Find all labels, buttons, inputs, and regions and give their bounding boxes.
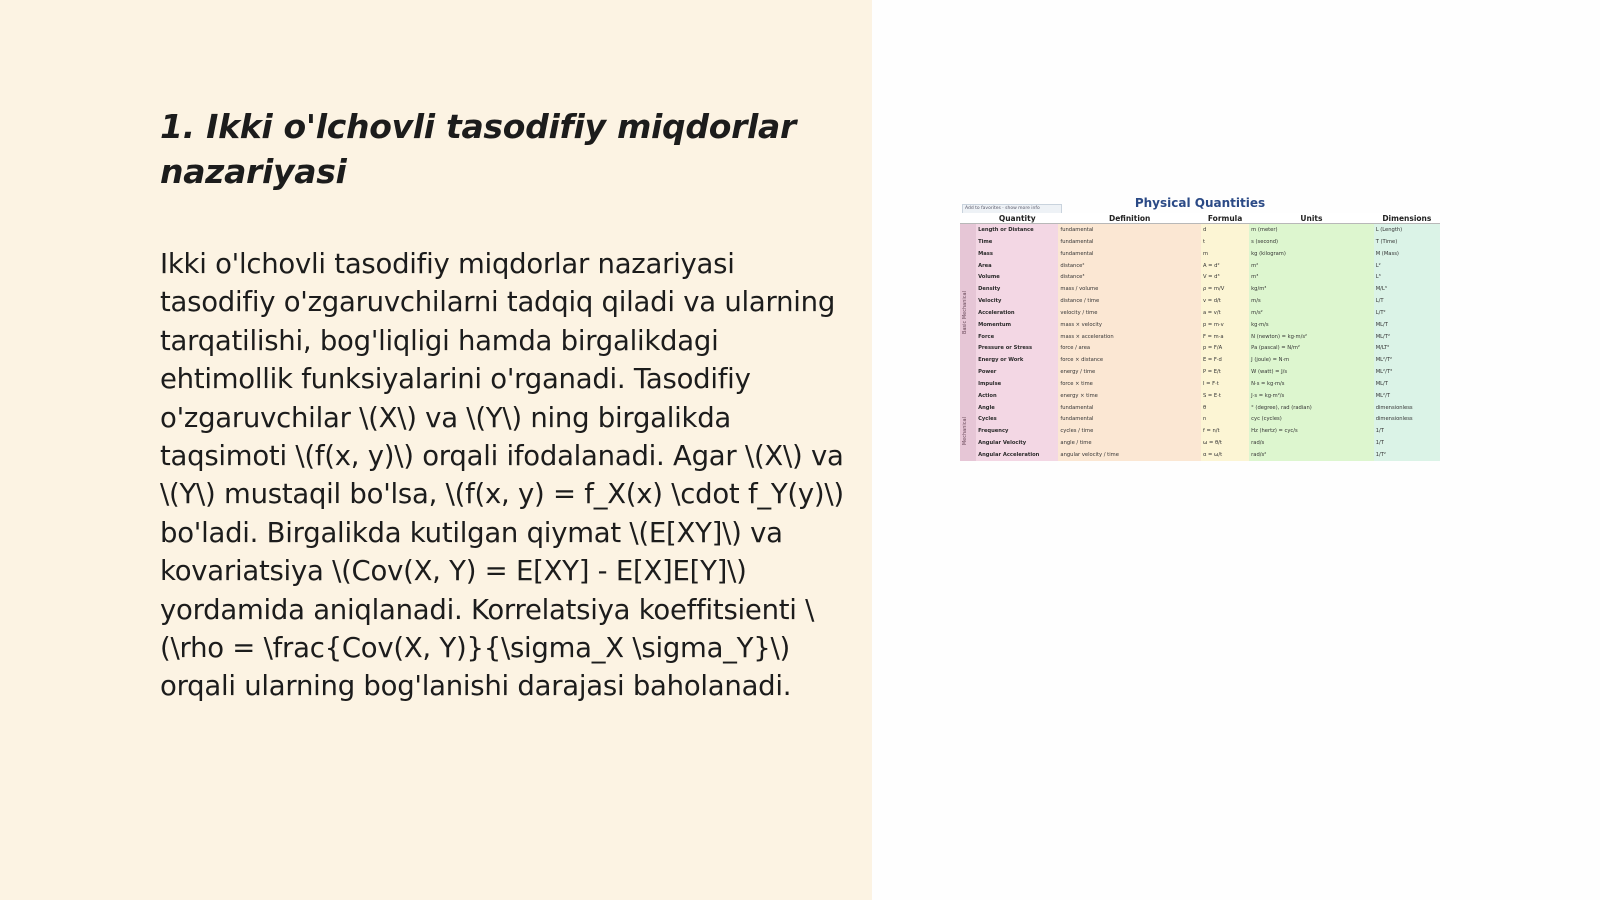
cell-units: m/s² — [1249, 307, 1374, 319]
cell-dimensions: T (Time) — [1374, 236, 1440, 248]
cell-quantity: Time — [976, 236, 1058, 248]
table-row — [960, 390, 1440, 402]
cell-units: m² — [1249, 260, 1374, 272]
table-group-cell — [960, 224, 976, 402]
physical-quantities-figure — [960, 196, 1440, 461]
cell-formula: E = F·d — [1201, 354, 1249, 366]
cell-dimensions: 1/T² — [1374, 449, 1440, 461]
cell-definition: fundamental — [1058, 224, 1201, 237]
cell-units: m³ — [1249, 271, 1374, 283]
cell-formula: f = n/t — [1201, 425, 1249, 437]
cell-units: s (second) — [1249, 236, 1374, 248]
table-header-group — [960, 213, 976, 224]
cell-dimensions: L/T² — [1374, 307, 1440, 319]
cell-definition: energy / time — [1058, 366, 1201, 378]
cell-formula: θ — [1201, 402, 1249, 414]
cell-quantity: Mass — [976, 248, 1058, 260]
table-row — [960, 271, 1440, 283]
cell-dimensions: ML²/T² — [1374, 354, 1440, 366]
cell-dimensions: ML/T — [1374, 319, 1440, 331]
table-header-definition: Definition — [1058, 213, 1201, 224]
cell-definition: angular velocity / time — [1058, 449, 1201, 461]
cell-units: W (watt) = J/s — [1249, 366, 1374, 378]
cell-definition: fundamental — [1058, 248, 1201, 260]
cell-dimensions: ML/T² — [1374, 331, 1440, 343]
cell-dimensions: L³ — [1374, 271, 1440, 283]
physical-quantities-table — [960, 213, 1440, 461]
cell-units: kg/m³ — [1249, 283, 1374, 295]
cell-quantity: Area — [976, 260, 1058, 272]
table-row — [960, 283, 1440, 295]
table-row — [960, 224, 1440, 237]
cell-dimensions: ML/T — [1374, 378, 1440, 390]
cell-formula: I = F·t — [1201, 378, 1249, 390]
cell-units: m (meter) — [1249, 224, 1374, 237]
table-body — [960, 224, 1440, 462]
cell-units: rad/s — [1249, 437, 1374, 449]
cell-definition: distance³ — [1058, 271, 1201, 283]
cell-quantity: Volume — [976, 271, 1058, 283]
table-group-cell — [960, 402, 976, 461]
table-row — [960, 437, 1440, 449]
cell-definition: angle / time — [1058, 437, 1201, 449]
table-row — [960, 413, 1440, 425]
table-row — [960, 366, 1440, 378]
cell-dimensions: dimensionless — [1374, 402, 1440, 414]
cell-quantity: Velocity — [976, 295, 1058, 307]
table-row — [960, 248, 1440, 260]
cell-formula: a = v/t — [1201, 307, 1249, 319]
cell-formula: F = m·a — [1201, 331, 1249, 343]
table-header-units: Units — [1249, 213, 1374, 224]
cell-quantity: Power — [976, 366, 1058, 378]
cell-dimensions: L (Length) — [1374, 224, 1440, 237]
cell-dimensions: M/L³ — [1374, 283, 1440, 295]
table-row — [960, 425, 1440, 437]
table-row — [960, 319, 1440, 331]
cell-quantity: Action — [976, 390, 1058, 402]
table-row — [960, 331, 1440, 343]
cell-definition: force × distance — [1058, 354, 1201, 366]
slide-body-text: Ikki o'lchovli tasodifiy miqdorlar nazariyasi tasodifiy o'zgaruvchilarni tadqiq qiladi va ularning tarqatilishi, bog'liqligi hamda birgalikdagi ehtimollik funksiyalarini o'rganadi. Tasodifiy o'zgaruvchilar \(X\) va \(Y\) ning birgalikda taqsimoti \(f(x, y)\) orqali ifodalanadi. Agar \(X\) va \(Y\) mustaqil bo'lsa, \(f(x, y) = f_X(x) \cdot f_Y(y)\) bo'ladi. Birgalikda kutilgan qiymat \(E[XY]\) va kovariatsiya \(Cov(X, Y) = E[XY] - E[X]E[Y]\) yordamida aniqlanadi. Korrelatsiya koeffitsienti \(\rho = \frac{Cov(X, Y)}{\sigma_X \sigma_Y}\) orqali ularning bog'lanishi darajasi baholanadi. — [160, 248, 844, 703]
table-header-formula: Formula — [1201, 213, 1249, 224]
cell-quantity: Force — [976, 331, 1058, 343]
cell-formula: v = d/t — [1201, 295, 1249, 307]
cell-units: kg (kilogram) — [1249, 248, 1374, 260]
cell-quantity: Angular Velocity — [976, 437, 1058, 449]
cell-quantity: Momentum — [976, 319, 1058, 331]
cell-dimensions: M (Mass) — [1374, 248, 1440, 260]
cell-quantity: Pressure or Stress — [976, 342, 1058, 354]
cell-units: Pa (pascal) = N/m² — [1249, 342, 1374, 354]
cell-definition: distance / time — [1058, 295, 1201, 307]
cell-definition: mass × acceleration — [1058, 331, 1201, 343]
cell-formula: P = E/t — [1201, 366, 1249, 378]
cell-units: N (newton) = kg·m/s² — [1249, 331, 1374, 343]
table-header-dimensions: Dimensions — [1374, 213, 1440, 224]
cell-formula: V = d³ — [1201, 271, 1249, 283]
cell-quantity: Cycles — [976, 413, 1058, 425]
table-group-label: Basic Mechanical — [962, 291, 968, 335]
cell-quantity: Angle — [976, 402, 1058, 414]
cell-definition: force / area — [1058, 342, 1201, 354]
figure-toolbar: Add to favorites · show more info — [962, 204, 1062, 214]
cell-formula: n — [1201, 413, 1249, 425]
cell-units: kg·m/s — [1249, 319, 1374, 331]
table-row — [960, 378, 1440, 390]
cell-quantity: Length or Distance — [976, 224, 1058, 237]
cell-formula: t — [1201, 236, 1249, 248]
cell-definition: distance² — [1058, 260, 1201, 272]
table-row — [960, 342, 1440, 354]
table-header-row — [960, 213, 1440, 224]
cell-definition: fundamental — [1058, 402, 1201, 414]
cell-dimensions: 1/T — [1374, 425, 1440, 437]
cell-units: cyc (cycles) — [1249, 413, 1374, 425]
cell-definition: mass / volume — [1058, 283, 1201, 295]
cell-formula: S = E·t — [1201, 390, 1249, 402]
cell-dimensions: M/LT² — [1374, 342, 1440, 354]
cell-definition: mass × velocity — [1058, 319, 1201, 331]
cell-quantity: Impulse — [976, 378, 1058, 390]
cell-units: Hz (hertz) = cyc/s — [1249, 425, 1374, 437]
cell-dimensions: L² — [1374, 260, 1440, 272]
cell-formula: α = ω/t — [1201, 449, 1249, 461]
table-row — [960, 307, 1440, 319]
slide-title: 1. Ikki o'lchovli tasodifiy miqdorlar nazariyasi — [160, 107, 796, 191]
cell-units: m/s — [1249, 295, 1374, 307]
table-row — [960, 236, 1440, 248]
table-row — [960, 260, 1440, 272]
cell-definition: fundamental — [1058, 413, 1201, 425]
table-row — [960, 449, 1440, 461]
cell-dimensions: ML²/T — [1374, 390, 1440, 402]
cell-units: ° (degree), rad (radian) — [1249, 402, 1374, 414]
cell-definition: energy × time — [1058, 390, 1201, 402]
table-group-label: Mechanical — [962, 417, 968, 446]
cell-dimensions: dimensionless — [1374, 413, 1440, 425]
cell-definition: velocity / time — [1058, 307, 1201, 319]
cell-quantity: Density — [976, 283, 1058, 295]
cell-quantity: Angular Acceleration — [976, 449, 1058, 461]
cell-formula: ω = θ/t — [1201, 437, 1249, 449]
cell-definition: force × time — [1058, 378, 1201, 390]
table-row — [960, 295, 1440, 307]
cell-dimensions: 1/T — [1374, 437, 1440, 449]
cell-quantity: Energy or Work — [976, 354, 1058, 366]
table-row — [960, 402, 1440, 414]
cell-formula: m — [1201, 248, 1249, 260]
cell-dimensions: L/T — [1374, 295, 1440, 307]
cell-formula: p = F/A — [1201, 342, 1249, 354]
cell-formula: p = m·v — [1201, 319, 1249, 331]
table-row — [960, 354, 1440, 366]
cell-units: J·s = kg·m²/s — [1249, 390, 1374, 402]
cell-definition: cycles / time — [1058, 425, 1201, 437]
cell-quantity: Acceleration — [976, 307, 1058, 319]
cell-units: N·s = kg·m/s — [1249, 378, 1374, 390]
cell-dimensions: ML²/T³ — [1374, 366, 1440, 378]
cell-formula: d — [1201, 224, 1249, 237]
cell-formula: A = d² — [1201, 260, 1249, 272]
cell-units: J (joule) = N·m — [1249, 354, 1374, 366]
cell-units: rad/s² — [1249, 449, 1374, 461]
cell-quantity: Frequency — [976, 425, 1058, 437]
table-header-quantity: Quantity — [976, 213, 1058, 224]
figure-title: Physical Quantities — [1134, 196, 1266, 210]
cell-formula: ρ = m/V — [1201, 283, 1249, 295]
cell-definition: fundamental — [1058, 236, 1201, 248]
